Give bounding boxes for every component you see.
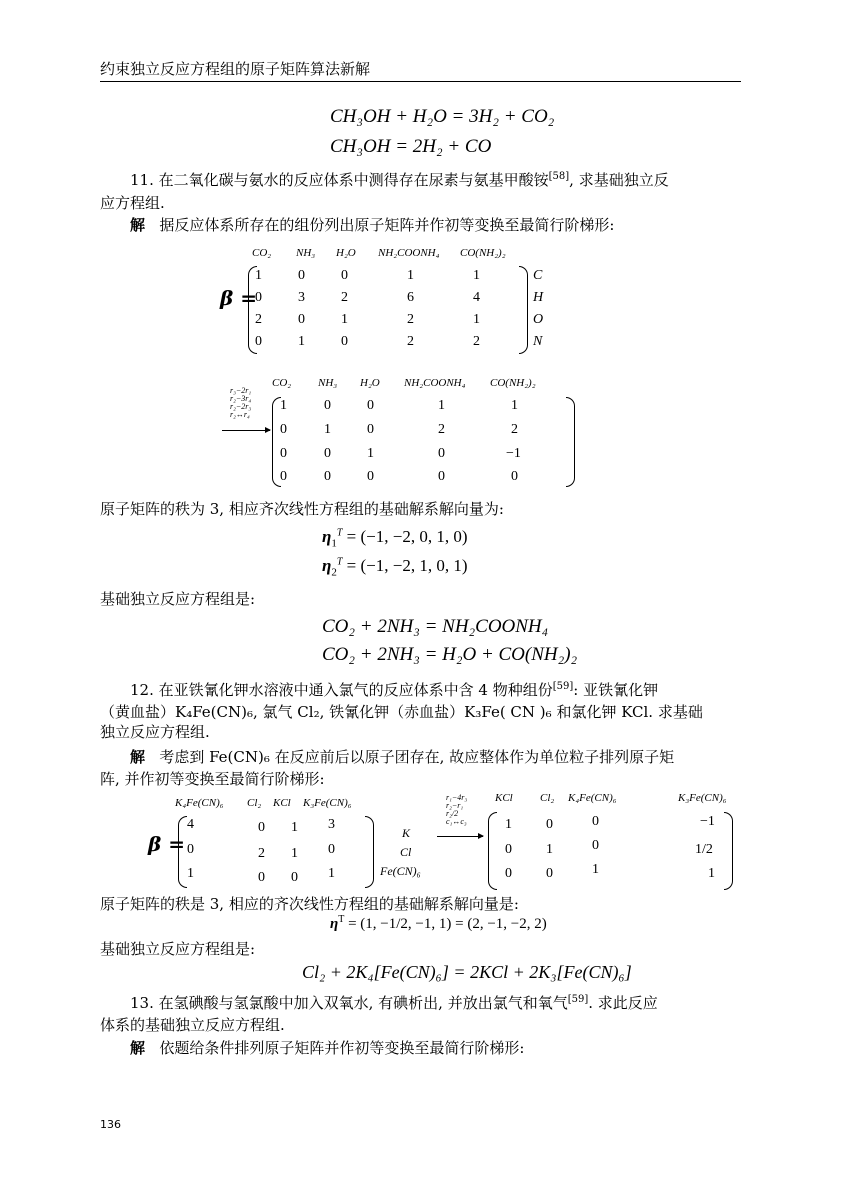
solution-label: 解 [130,1039,146,1057]
col-header: CO(NH₂)₂ [460,247,506,259]
eta-superscript: T [336,556,343,568]
eta-superscript: T [336,527,343,539]
col-header: Cl₂ [247,797,262,809]
problem-11-text: 11. 在二氧化碳与氨水的反应体系中测得存在尿素与氨基甲酸铵 [130,171,549,189]
row-op: r₃−2r₁ [230,386,252,395]
matrix-cell: 0 [341,334,348,349]
equation-ammonium-carbamate: CO₂ + 2NH₃ = NH₂COONH₄ [322,616,549,637]
matrix-cell: 2 [438,422,445,437]
matrix-cell: 0 [258,870,265,885]
row-op: r₂−r₁ [446,801,464,810]
col-header: K₃Fe(CN)₆ [678,792,727,804]
equation-methanol-1: CH₃OH + H₂O = 3H₂ + CO₂ [330,106,555,127]
matrix-cell: 2 [511,422,518,437]
row-op: r₂/2 [446,809,459,818]
eta-vector-1 [322,527,468,549]
matrix-cell: 3 [328,817,335,832]
solution-text: 据反应体系所存在的组份列出原子矩阵并作初等变换至最简行阶梯形: [159,216,615,234]
col-header: Cl₂ [540,792,555,804]
matrix-cell: 1 [546,842,553,857]
matrix-cell: 1 [187,866,194,881]
matrix-cell: 2 [407,334,414,349]
eta-value: = (1, −1/2, −1, 1) = (2, −1, −2, 2) [348,916,547,932]
matrix-cell: 1 [367,446,374,461]
matrix-cell: 0 [592,838,599,853]
problem-13-line2: 体系的基础独立反应方程组. [100,1016,285,1034]
eta-symbol: η [322,527,332,546]
problem-12-line3: 独立反应方程组. [100,723,210,741]
beta-label: β = [148,832,186,856]
col-header: K₄Fe(CN)₆ [175,797,224,809]
right-bracket [365,816,374,888]
matrix-cell: 4 [187,817,194,832]
matrix-cell: 3 [298,290,305,305]
citation-59: [59] [567,994,589,1005]
matrix-cell: 2 [473,334,480,349]
basis-heading-1: 基础独立反应方程组是: [100,590,256,608]
eta-subscript: 1 [331,537,337,550]
left-bracket [488,812,497,890]
matrix-cell: 1 [505,817,512,832]
matrix-cell: 1 [708,866,715,881]
col-header: KCl [495,792,513,804]
matrix-cell: 1/2 [695,842,713,857]
matrix-cell: 0 [367,422,374,437]
right-bracket [566,397,575,487]
matrix-cell: 0 [324,446,331,461]
matrix-cell: 1 [298,334,305,349]
row-label: N [533,334,543,349]
problem-13-solution [130,1035,524,1061]
eta-vector-2 [322,556,468,578]
row-label: C [533,268,543,283]
matrix-cell: 0 [258,820,265,835]
problem-12-text: 12. 在亚铁氰化钾水溶液中通入氯气的反应体系中含 4 物种组份 [130,681,553,699]
matrix-cell: 0 [592,814,599,829]
left-bracket [178,816,187,888]
matrix-cell: 0 [280,446,287,461]
matrix-cell: 0 [324,469,331,484]
matrix-cell: 1 [407,268,414,283]
matrix-cell: 2 [258,846,265,861]
matrix-cell: 0 [438,446,445,461]
row-op: r₂−3r₄ [230,394,252,403]
matrix-cell: 1 [473,312,480,327]
row-op: r₁−4r₃ [446,793,468,802]
rank-statement-1: 原子矩阵的秩为 3, 相应齐次线性方程组的基础解系解向量为: [100,500,504,518]
matrix-cell: 2 [407,312,414,327]
col-header: H₂O [360,377,380,389]
problem-11-line2: 应方程组. [100,194,165,212]
matrix-cell: 0 [505,866,512,881]
col-header: KCl [273,797,291,809]
row-op: r₂↔r₄ [230,410,250,419]
matrix-cell: 2 [341,290,348,305]
running-header: 约束独立反应方程组的原子矩阵算法新解 [100,60,371,78]
matrix-cell: 6 [407,290,414,305]
col-header: K₄Fe(CN)₆ [568,792,617,804]
matrix-cell: 0 [341,268,348,283]
equation-methanol-2: CH₃OH = 2H₂ + CO [330,136,492,157]
matrix-cell: 1 [341,312,348,327]
solution-label: 解 [130,748,146,766]
row-op: c₁↔c₃ [446,817,467,826]
header-rule [100,81,741,82]
eta-vector-3 [330,914,547,933]
rank-statement-2: 原子矩阵的秩是 3, 相应的齐次线性方程组的基础解系解向量是: [100,895,519,913]
col-header: CO₂ [272,377,292,389]
matrix-cell: 0 [328,842,335,857]
transform-arrow [222,430,270,431]
col-header: NH₃ [296,247,316,259]
matrix-cell: 0 [255,334,262,349]
row-label: H [533,290,544,305]
matrix-cell: 1 [291,820,298,835]
matrix-cell: 1 [438,398,445,413]
problem-11-text-end: , 求基础独立反 [569,171,669,189]
eta-symbol: η [330,916,339,932]
right-bracket [724,812,733,890]
matrix-cell: 1 [473,268,480,283]
matrix-cell: 0 [546,866,553,881]
matrix-cell: 1 [511,398,518,413]
matrix-cell: 0 [511,469,518,484]
problem-12-line2: （黄血盐）K₄Fe(CN)₆, 氯气 Cl₂, 铁氰化钾（赤血盐）K₃Fe( CN )₆ 和氯化钾 KCl. 求基础 [100,703,703,721]
matrix-cell: 0 [255,290,262,305]
col-header: H₂O [336,247,356,259]
row-label: O [533,312,544,327]
matrix-cell: 2 [255,312,262,327]
matrix-cell: −1 [506,446,521,461]
solution-text: 考虑到 Fe(CN)₆ 在反应前后以原子团存在, 故应整体作为单位粒子排列原子矩 [159,748,675,766]
row-label: Cl [400,845,412,859]
matrix-cell: 0 [280,422,287,437]
page-number: 136 [100,1118,121,1131]
eta-subscript: 2 [331,566,337,579]
transform-arrow [437,836,483,837]
problem-12-solution-line2: 阵, 并作初等变换至最简行阶梯形: [100,770,325,788]
col-header: CO₂ [252,247,272,259]
eta-superscript: T [338,914,345,925]
col-header: K₃Fe(CN)₆ [303,797,352,809]
matrix-cell: 0 [187,842,194,857]
matrix-cell: 1 [255,268,262,283]
equation-ferrocyanide: Cl₂ + 2K₄[Fe(CN)₆] = 2KCl + 2K₃[Fe(CN)₆] [302,962,632,982]
matrix-cell: 0 [324,398,331,413]
eta-value: = (−1, −2, 0, 1, 0) [346,527,468,546]
row-op: r₂−2r₃ [230,402,252,411]
citation-59: [59] [552,681,574,692]
matrix-cell: 0 [367,398,374,413]
matrix-cell: 0 [280,469,287,484]
matrix-cell: 1 [328,866,335,881]
eta-value: = (−1, −2, 1, 0, 1) [346,556,468,575]
solution-text: 依题给条件排列原子矩阵并作初等变换至最简行阶梯形: [159,1039,525,1057]
matrix-cell: 0 [438,469,445,484]
matrix-cell: 1 [291,846,298,861]
beta-label: β = [220,286,258,310]
col-header: CO(NH₂)₂ [490,377,536,389]
matrix-cell: 4 [473,290,480,305]
problem-11-line1 [130,164,669,193]
right-bracket [519,266,528,354]
row-label: K [402,826,411,840]
col-header: NH₂COONH₄ [378,247,440,259]
col-header: NH₃ [318,377,338,389]
matrix-cell: 0 [367,469,374,484]
matrix-cell: −1 [700,814,715,829]
matrix-cell: 0 [505,842,512,857]
matrix-cell: 0 [298,312,305,327]
problem-11-solution [130,212,614,238]
matrix-cell: 1 [592,862,599,877]
matrix-cell: 0 [291,870,298,885]
col-header: NH₂COONH₄ [404,377,466,389]
citation-58: [58] [548,171,570,182]
problem-13-text-end: . 求此反应 [588,994,658,1012]
eta-symbol: η [322,556,332,575]
matrix-cell: 1 [280,398,287,413]
row-ops [230,387,251,419]
basis-heading-2: 基础独立反应方程组是: [100,940,256,958]
problem-13-text: 13. 在氢碘酸与氢氯酸中加入双氧水, 有碘析出, 并放出氯气和氧气 [130,994,568,1012]
row-label: Fe(CN)₆ [380,864,421,878]
matrix-cell: 1 [324,422,331,437]
row-ops [446,794,467,826]
equation-urea: CO₂ + 2NH₃ = H₂O + CO(NH₂)₂ [322,644,578,665]
matrix-cell: 0 [546,817,553,832]
solution-label: 解 [130,216,146,234]
matrix-cell: 0 [298,268,305,283]
problem-12-text-end: : 亚铁氰化钾 [573,681,659,699]
